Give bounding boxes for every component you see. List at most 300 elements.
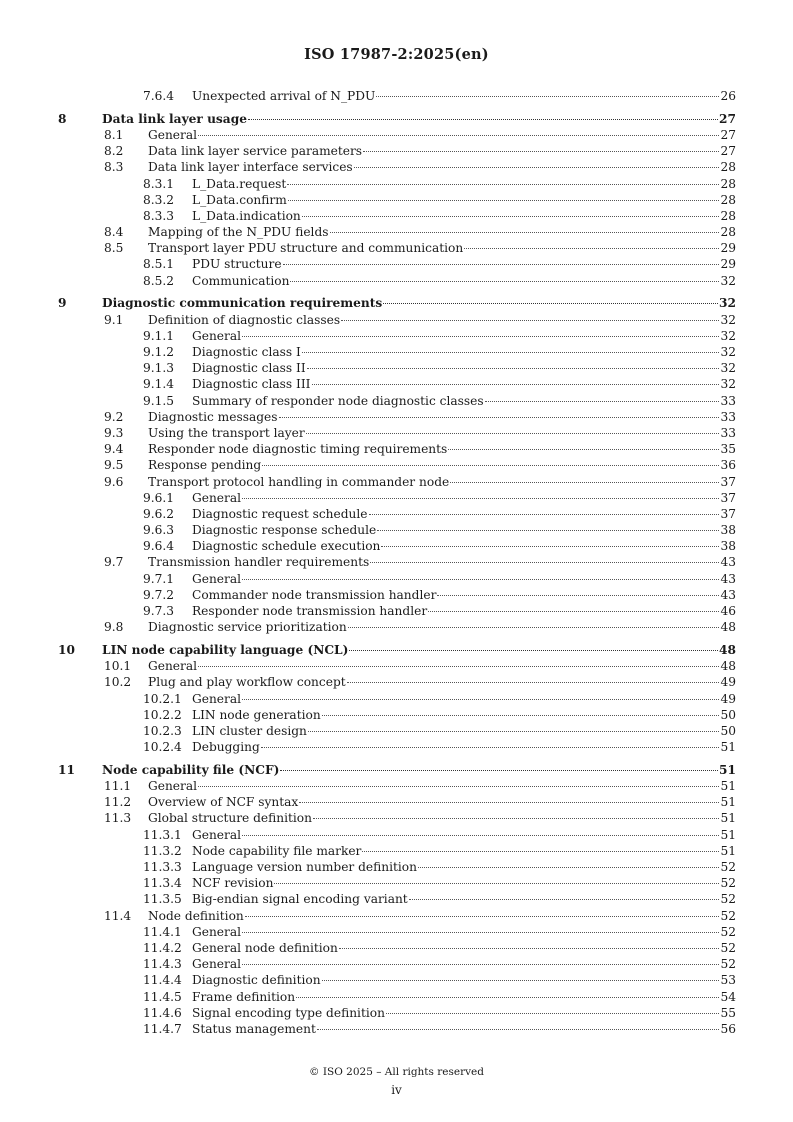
toc-entry-body <box>192 376 736 392</box>
toc-entry-number: 11.3 <box>104 811 132 826</box>
toc-entry-title[interactable]: Transport protocol handling in commander node <box>148 474 450 489</box>
dot-leader <box>198 135 719 136</box>
toc-entry-body <box>192 176 736 192</box>
toc-entry-number: 9.1.3 <box>143 361 175 376</box>
toc-entry[interactable] <box>0 240 793 256</box>
toc-entry-title[interactable]: Global structure definition <box>148 811 312 826</box>
toc-entry-page[interactable]: 32 <box>719 296 736 311</box>
toc-entry-title[interactable]: LIN node capability language (NCL) <box>102 642 349 657</box>
toc-entry-title[interactable]: Diagnostic class III <box>192 377 311 392</box>
toc-entry-page[interactable]: 28 <box>720 192 736 207</box>
toc-entry-page[interactable]: 52 <box>720 924 736 939</box>
toc-entry-title[interactable]: Overview of NCF syntax <box>148 795 299 810</box>
dot-leader <box>242 498 719 499</box>
toc-entry-title[interactable]: General node definition <box>192 940 338 955</box>
dot-leader <box>464 248 719 249</box>
toc-entry-page[interactable]: 33 <box>720 425 736 440</box>
toc-entry-title[interactable]: Node definition <box>148 908 244 923</box>
toc-entry-number: 9.6 <box>104 474 124 489</box>
toc-entry-body <box>148 778 736 794</box>
toc-entry[interactable] <box>0 208 793 224</box>
toc-entry-title[interactable]: Frame definition <box>192 989 296 1004</box>
toc-entry-title[interactable]: General <box>192 328 241 343</box>
toc-entry-body <box>192 522 736 538</box>
toc-entry[interactable] <box>0 506 793 522</box>
toc-entry-number: 9.7.1 <box>143 571 175 586</box>
toc-entry-title[interactable]: Diagnostic communication requirements <box>102 296 383 311</box>
toc-entry-body <box>148 554 736 570</box>
toc-entry-title[interactable]: Data link layer service parameters <box>148 144 363 159</box>
toc-entry-title[interactable]: Mapping of the N_PDU fields <box>148 225 329 240</box>
toc-entry-page[interactable]: 52 <box>720 908 736 923</box>
toc-entry-body <box>148 794 736 810</box>
dot-leader <box>409 899 720 900</box>
toc-entry-title[interactable]: Responder node transmission handler <box>192 604 428 618</box>
dot-leader <box>299 802 719 803</box>
dot-leader <box>262 465 719 466</box>
toc-entry-title[interactable]: General <box>148 779 197 794</box>
toc-entry-page[interactable]: 50 <box>720 723 736 738</box>
toc-entry-body <box>102 762 736 778</box>
toc-entry[interactable] <box>0 642 793 658</box>
toc-entry-number: 9.7.3 <box>143 604 175 618</box>
toc-entry[interactable] <box>0 159 793 175</box>
toc-entry[interactable] <box>0 827 793 843</box>
dot-leader <box>428 611 719 612</box>
toc-entry-title[interactable]: L_Data.confirm <box>192 192 287 207</box>
toc-entry[interactable] <box>0 344 793 360</box>
dot-leader <box>242 336 719 337</box>
toc-entry-title[interactable]: L_Data.request <box>192 176 287 191</box>
toc-entry-title[interactable]: General <box>192 957 241 972</box>
toc-entry-page[interactable]: 37 <box>720 474 736 489</box>
toc-entry[interactable] <box>0 328 793 344</box>
toc-entry[interactable] <box>0 474 793 490</box>
toc-entry-title[interactable]: Node capability file marker <box>192 843 362 858</box>
toc-entry-page[interactable]: 28 <box>720 176 736 191</box>
toc-entry-page[interactable]: 53 <box>720 973 736 988</box>
toc-entry-number: 11.4.3 <box>143 957 182 972</box>
toc-entry-title[interactable]: General <box>192 827 241 842</box>
toc-entry-title[interactable]: Debugging <box>192 740 260 755</box>
toc-entry-page[interactable]: 36 <box>720 458 736 473</box>
toc-entry[interactable] <box>0 376 793 392</box>
toc-entry-number: 11.2 <box>104 795 132 810</box>
dot-leader <box>242 835 719 836</box>
toc-entry-body <box>148 810 736 826</box>
toc-entry-page[interactable]: 28 <box>720 208 736 223</box>
toc-entry-page[interactable]: 43 <box>720 571 736 586</box>
dot-leader <box>242 579 719 580</box>
toc-entry-page[interactable]: 33 <box>720 393 736 408</box>
toc-entry-title[interactable]: Using the transport layer <box>148 425 305 440</box>
toc-entry-title[interactable]: Diagnostic response schedule <box>192 523 377 538</box>
dot-leader <box>349 650 718 651</box>
toc-entry[interactable] <box>0 843 793 859</box>
dot-leader <box>383 303 718 304</box>
dot-leader <box>312 384 720 385</box>
toc-entry-body <box>192 940 736 956</box>
toc-entry-title[interactable]: PDU structure <box>192 257 282 272</box>
toc-entry-page[interactable]: 32 <box>720 377 736 392</box>
toc-entry-title[interactable]: General <box>192 571 241 586</box>
toc-entry-title[interactable]: General <box>148 127 197 142</box>
toc-entry-title[interactable]: NCF revision <box>192 876 274 891</box>
toc-entry-title[interactable]: LIN cluster design <box>192 723 307 738</box>
toc-entry[interactable] <box>0 554 793 570</box>
dot-leader <box>418 867 719 868</box>
toc-entry[interactable] <box>0 224 793 240</box>
toc-entry-body <box>192 273 736 289</box>
toc-entry[interactable] <box>0 143 793 159</box>
toc-entry-page[interactable]: 32 <box>720 361 736 376</box>
toc-entry-body <box>148 159 736 175</box>
toc-entry-number: 10.2.3 <box>143 723 182 738</box>
toc-entry-page[interactable]: 43 <box>720 555 736 570</box>
toc-entry-title[interactable]: Plug and play workflow concept <box>148 675 346 690</box>
toc-entry[interactable] <box>0 762 793 778</box>
toc-entry[interactable] <box>0 619 793 635</box>
dot-leader <box>386 1013 720 1014</box>
toc-entry-page[interactable]: 27 <box>719 111 736 126</box>
toc-entry-body <box>148 441 736 457</box>
toc-entry-page[interactable]: 52 <box>720 876 736 891</box>
toc-entry-number: 7.6.4 <box>143 89 175 103</box>
toc-entry[interactable] <box>0 571 793 587</box>
toc-entry-title[interactable]: Diagnostic service prioritization <box>148 620 347 635</box>
toc-entry-number: 9.6.1 <box>143 490 175 505</box>
toc-entry-body <box>192 490 736 506</box>
toc-entry-page[interactable]: 28 <box>720 160 736 175</box>
toc-entry-title[interactable]: General <box>192 490 241 505</box>
toc-entry[interactable] <box>0 924 793 940</box>
toc-entry[interactable] <box>0 891 793 907</box>
toc-entry-title[interactable]: Data link layer interface services <box>148 160 353 175</box>
toc-entry-page[interactable]: 32 <box>720 345 736 359</box>
toc-entry-number: 11.4.4 <box>143 973 182 988</box>
toc-entry-title[interactable]: Transport layer PDU structure and communication <box>148 241 464 256</box>
toc-entry[interactable] <box>0 739 793 755</box>
toc-entry-number: 10.2.2 <box>143 707 182 722</box>
toc-entry[interactable] <box>0 810 793 826</box>
toc-entry-page[interactable]: 48 <box>720 659 736 674</box>
toc-entry-number: 8.3 <box>104 160 124 175</box>
toc-entry-body <box>192 956 736 972</box>
dot-leader <box>339 948 720 949</box>
toc-entry-title[interactable]: Signal encoding type definition <box>192 1005 385 1020</box>
toc-entry-page[interactable]: 52 <box>720 892 736 907</box>
toc-entry-page[interactable]: 32 <box>720 328 736 343</box>
toc-entry-title[interactable]: Data link layer usage <box>102 111 247 126</box>
toc-entry[interactable] <box>0 723 793 739</box>
toc-entry-title[interactable]: LIN node generation <box>192 707 321 722</box>
toc-entry-page[interactable]: 26 <box>720 89 736 103</box>
toc-entry-page[interactable]: 51 <box>720 843 736 858</box>
toc-entry[interactable] <box>0 441 793 457</box>
toc-entry-title[interactable]: General <box>192 691 241 706</box>
dot-leader <box>302 352 720 353</box>
toc-entry[interactable] <box>0 393 793 409</box>
toc-entry[interactable] <box>0 956 793 972</box>
toc-entry-title[interactable]: Diagnostic messages <box>148 409 278 424</box>
toc-entry-body <box>192 891 736 907</box>
toc-entry-number: 11.3.5 <box>143 892 182 907</box>
copyright-footer: © ISO 2025 – All rights reserved <box>309 1066 484 1078</box>
toc-entry[interactable] <box>0 457 793 473</box>
toc-entry[interactable] <box>0 360 793 376</box>
toc-entry-number: 8.5.2 <box>143 273 175 288</box>
toc-entry-body <box>192 989 736 1005</box>
toc-entry-page[interactable]: 49 <box>720 675 736 690</box>
toc-entry-body <box>148 143 736 159</box>
toc-entry-title[interactable]: Responder node diagnostic timing requirements <box>148 442 448 457</box>
dot-leader <box>287 184 719 185</box>
toc-entry[interactable] <box>0 658 793 674</box>
toc-entry-number: 11.3.1 <box>143 827 182 842</box>
toc-entry-page[interactable]: 32 <box>720 312 736 327</box>
toc-entry-number: 9.3 <box>104 425 124 440</box>
toc-entry-body <box>192 506 736 522</box>
dot-leader <box>248 119 718 120</box>
toc-entry-page[interactable]: 33 <box>720 409 736 424</box>
dot-leader <box>274 883 719 884</box>
toc-entry-title[interactable]: Communication <box>192 273 290 288</box>
toc-entry-title[interactable]: Definition of diagnostic classes <box>148 312 341 327</box>
toc-entry[interactable] <box>0 425 793 441</box>
toc-entry-body <box>148 658 736 674</box>
toc-entry-page[interactable]: 27 <box>720 144 736 159</box>
toc-entry-page[interactable]: 52 <box>720 860 736 874</box>
toc-entry-page[interactable]: 51 <box>719 762 736 777</box>
toc-entry[interactable] <box>0 522 793 538</box>
toc-entry-number: 9.1.1 <box>143 328 175 343</box>
toc-entry-page[interactable]: 54 <box>720 989 736 1004</box>
toc-entry-title[interactable]: Diagnostic class II <box>192 361 306 376</box>
dot-leader <box>288 200 720 201</box>
toc-entry-number: 9 <box>58 296 67 311</box>
toc-entry-number: 9.1.2 <box>143 345 175 359</box>
toc-entry-page[interactable]: 49 <box>720 691 736 706</box>
toc-entry-body <box>192 192 736 208</box>
toc-entry-number: 11.1 <box>104 779 132 794</box>
toc-entry-body <box>192 723 736 739</box>
toc-entry-title[interactable]: General <box>192 924 241 939</box>
dot-leader <box>283 264 720 265</box>
toc-entry-body <box>148 409 736 425</box>
dot-leader <box>450 482 719 483</box>
toc-entry-title[interactable]: L_Data.indication <box>192 208 301 223</box>
toc-entry-title[interactable]: Node capability file (NCF) <box>102 762 280 777</box>
toc-entry-body <box>192 843 736 859</box>
toc-entry-page[interactable]: 28 <box>720 225 736 240</box>
dot-leader <box>279 417 720 418</box>
toc-entry-title[interactable]: Big-endian signal encoding variant <box>192 892 408 907</box>
toc-entry-page[interactable]: 46 <box>720 604 736 618</box>
toc-entry-page[interactable]: 52 <box>720 957 736 972</box>
toc-entry-number: 11.4.7 <box>143 1021 182 1036</box>
toc-entry-page[interactable]: 29 <box>720 257 736 272</box>
toc-entry-body <box>192 875 736 891</box>
dot-leader <box>347 682 720 683</box>
toc-entry[interactable] <box>0 989 793 1005</box>
toc-entry-number: 11.3.3 <box>143 860 182 874</box>
toc-entry-page[interactable]: 38 <box>720 523 736 538</box>
toc-entry-page[interactable]: 27 <box>720 127 736 142</box>
dot-leader <box>370 562 719 563</box>
toc-entry[interactable] <box>0 778 793 794</box>
toc-entry-body <box>192 691 736 707</box>
toc-entry-page[interactable]: 51 <box>720 740 736 755</box>
toc-entry-title[interactable]: General <box>148 659 197 674</box>
toc-entry-body <box>192 393 736 409</box>
dot-leader <box>313 818 719 819</box>
toc-entry-body <box>192 1005 736 1021</box>
toc-entry-number: 9.7.2 <box>143 587 175 602</box>
toc-entry[interactable] <box>0 587 793 603</box>
dot-leader <box>448 449 719 450</box>
toc-entry-number: 11.3.2 <box>143 843 182 858</box>
toc-entry-title[interactable]: Diagnostic class I <box>192 345 301 359</box>
toc-entry-number: 9.5 <box>104 458 124 473</box>
dot-leader <box>296 997 719 998</box>
toc-entry[interactable] <box>0 192 793 208</box>
toc-entry-body <box>192 88 736 104</box>
toc-entry-page[interactable]: 32 <box>720 273 736 288</box>
toc-entry[interactable] <box>0 295 793 311</box>
toc-entry-number: 9.1.4 <box>143 377 175 392</box>
toc-entry-body <box>192 1021 736 1037</box>
toc-entry[interactable] <box>0 1021 793 1037</box>
toc-entry[interactable] <box>0 256 793 272</box>
toc-entry[interactable] <box>0 940 793 956</box>
toc-entry-title[interactable]: Summary of responder node diagnostic classes <box>192 393 484 408</box>
toc-entry-page[interactable]: 37 <box>720 506 736 521</box>
toc-entry-title[interactable]: Commander node transmission handler <box>192 587 437 602</box>
toc-entry[interactable] <box>0 538 793 554</box>
toc-entry[interactable] <box>0 674 793 690</box>
toc-entry[interactable] <box>0 691 793 707</box>
toc-entry-title[interactable]: Transmission handler requirements <box>148 555 370 570</box>
toc-entry-number: 11.4.1 <box>143 924 182 939</box>
toc-entry[interactable] <box>0 312 793 328</box>
toc-entry-title[interactable]: Unexpected arrival of N_PDU <box>192 89 376 103</box>
dot-leader <box>381 546 719 547</box>
dot-leader <box>363 151 719 152</box>
toc-entry-body <box>192 603 736 619</box>
toc-entry-page[interactable]: 48 <box>719 642 736 657</box>
dot-leader <box>354 167 720 168</box>
toc-entry[interactable] <box>0 908 793 924</box>
toc-entry-number: 9.1.5 <box>143 393 175 408</box>
toc-entry-title[interactable]: Diagnostic schedule execution <box>192 539 381 554</box>
toc-entry[interactable] <box>0 490 793 506</box>
toc-entry[interactable] <box>0 875 793 891</box>
dot-leader <box>290 281 719 282</box>
dot-leader <box>198 786 719 787</box>
toc-entry-number: 8.3.3 <box>143 208 175 223</box>
toc-entry-page[interactable]: 51 <box>720 795 736 810</box>
dot-leader <box>362 851 719 852</box>
toc-entry[interactable] <box>0 972 793 988</box>
toc-entry-body <box>148 674 736 690</box>
page-number: iv <box>391 1083 402 1097</box>
toc-entry-title[interactable]: Diagnostic request schedule <box>192 506 368 521</box>
toc-entry-body <box>148 240 736 256</box>
dot-leader <box>242 964 719 965</box>
toc-entry-body <box>192 360 736 376</box>
table-of-contents <box>0 88 793 1037</box>
toc-entry-body <box>192 538 736 554</box>
toc-entry-number: 10 <box>58 642 75 657</box>
toc-entry-page[interactable]: 29 <box>720 241 736 256</box>
toc-entry-page[interactable]: 48 <box>720 620 736 635</box>
toc-entry-body <box>192 827 736 843</box>
toc-entry-page[interactable]: 38 <box>720 539 736 554</box>
dot-leader <box>348 627 720 628</box>
toc-entry-page[interactable]: 50 <box>720 707 736 722</box>
toc-entry[interactable] <box>0 1005 793 1021</box>
toc-entry-page[interactable]: 43 <box>720 587 736 602</box>
toc-entry-number: 9.8 <box>104 620 124 635</box>
toc-entry-page[interactable]: 37 <box>720 490 736 505</box>
toc-entry-title[interactable]: Diagnostic definition <box>192 973 321 988</box>
dot-leader <box>322 980 720 981</box>
toc-entry-number: 8.4 <box>104 225 124 240</box>
toc-entry-page[interactable]: 35 <box>720 442 736 457</box>
dot-leader <box>317 1029 720 1030</box>
toc-entry[interactable] <box>0 794 793 810</box>
toc-entry-body <box>192 587 736 603</box>
toc-entry-page[interactable]: 55 <box>720 1005 736 1020</box>
toc-entry-page[interactable]: 51 <box>720 827 736 842</box>
toc-entry[interactable] <box>0 127 793 143</box>
dot-leader <box>369 514 720 515</box>
toc-entry-page[interactable]: 52 <box>720 940 736 955</box>
toc-entry-page[interactable]: 51 <box>720 811 736 826</box>
toc-entry-body <box>192 739 736 755</box>
toc-entry-number: 11.4 <box>104 908 132 923</box>
toc-entry-title[interactable]: Response pending <box>148 458 262 473</box>
toc-entry-title[interactable]: Language version number definition <box>192 860 417 874</box>
dot-leader <box>330 232 720 233</box>
toc-entry[interactable] <box>0 603 793 619</box>
toc-entry-title[interactable]: Status management <box>192 1021 316 1036</box>
toc-entry-number: 9.6.3 <box>143 523 175 538</box>
dot-leader <box>242 699 719 700</box>
toc-entry-number: 8.3.1 <box>143 176 175 191</box>
toc-entry-body <box>148 425 736 441</box>
toc-entry-body <box>102 111 736 127</box>
document-header: ISO 17987-2:2025(en) <box>304 46 489 63</box>
dot-leader <box>377 530 719 531</box>
toc-entry-body <box>148 224 736 240</box>
dot-leader <box>308 731 720 732</box>
toc-entry[interactable] <box>0 176 793 192</box>
toc-entry[interactable] <box>0 111 793 127</box>
toc-entry-number: 10.2.4 <box>143 740 182 755</box>
toc-entry-page[interactable]: 56 <box>720 1021 736 1036</box>
toc-entry[interactable] <box>0 273 793 289</box>
toc-entry-body <box>192 924 736 940</box>
toc-entry[interactable] <box>0 88 793 104</box>
toc-entry[interactable] <box>0 707 793 723</box>
dot-leader <box>341 320 719 321</box>
toc-entry[interactable] <box>0 409 793 425</box>
toc-entry-number: 8 <box>58 111 67 126</box>
toc-entry[interactable] <box>0 859 793 875</box>
toc-entry-page[interactable]: 51 <box>720 779 736 794</box>
dot-leader <box>307 368 720 369</box>
